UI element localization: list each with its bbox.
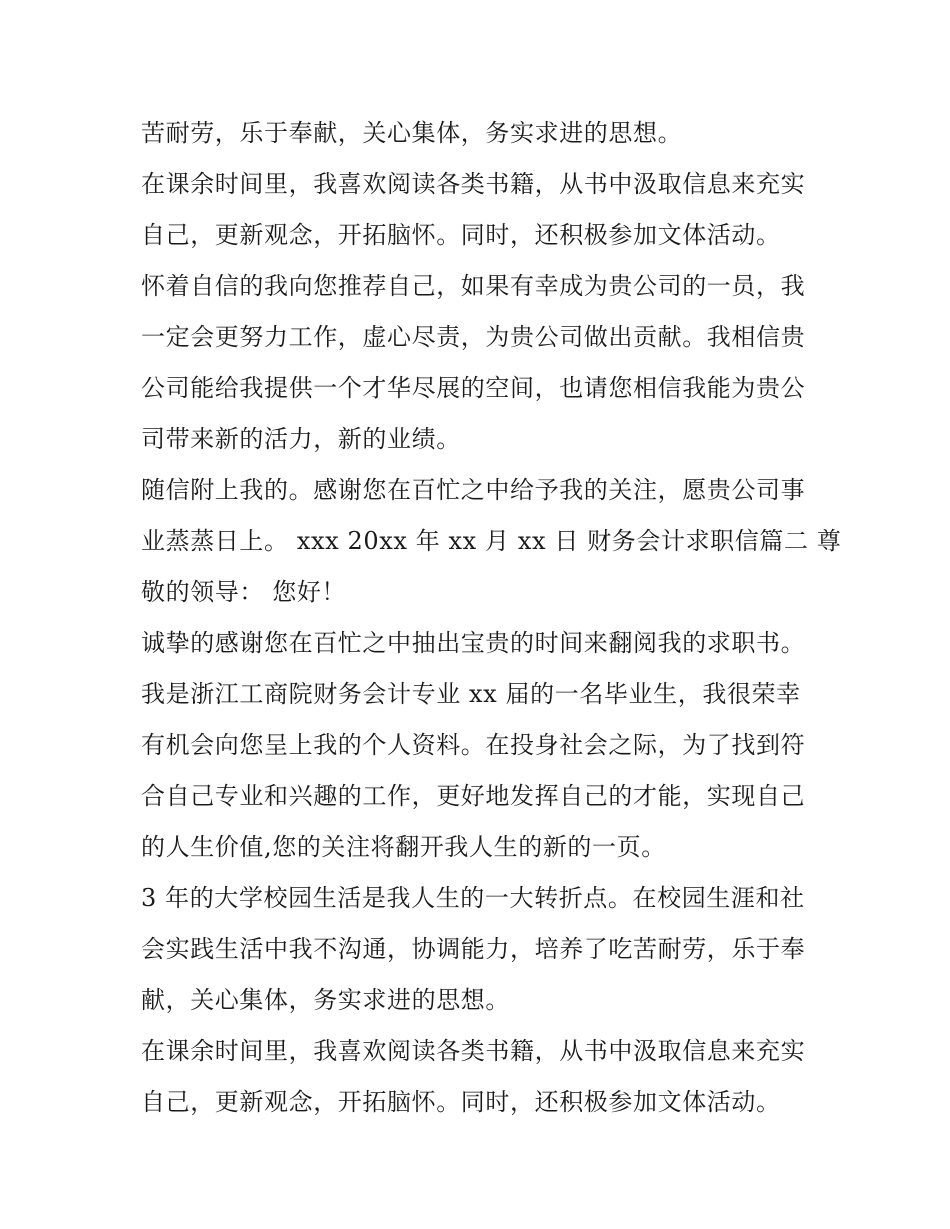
text-line: 在课余时间里，我喜欢阅读各类书籍，从书中汲取信息来充实 [141, 170, 806, 198]
text-line: 随信附上我的。感谢您在百忙之中给予我的关注，愿贵公司事 [141, 476, 806, 504]
text-line: 有机会向您呈上我的个人资料。在投身社会之际，为了找到符 [141, 731, 806, 759]
text-line: 一定会更努力工作，虚心尽责，为贵公司做出贡献。我相信贵 [141, 323, 806, 351]
text-line: 合自己专业和兴趣的工作，更好地发挥自己的才能，实现自己 [141, 782, 806, 810]
text-line: 的人生价值,您的关注将翻开我人生的新的一页。 [141, 833, 666, 861]
text-line: 苦耐劳，乐于奉献，关心集体，务实求进的思想。 [141, 119, 683, 147]
text-line: 3 年的大学校园生活是我人生的一大转折点。在校园生涯和社 [141, 884, 805, 912]
text-line: 会实践生活中我不沟通，协调能力，培养了吃苦耐劳，乐于奉 [141, 935, 806, 963]
text-line: 献，关心集体，务实求进的思想。 [141, 986, 510, 1014]
text-line: 怀着自信的我向您推荐自己，如果有幸成为贵公司的一员，我 [141, 272, 806, 300]
text-line: 业蒸蒸日上。 xxx 20xx 年 xx 月 xx 日 财务会计求职信篇二 尊 [141, 527, 842, 555]
text-line: 敬的领导： 您好！ [141, 578, 347, 606]
text-line: 自己，更新观念，开拓脑怀。同时，还积极参加文体活动。 [141, 221, 781, 249]
text-line: 司带来新的活力，新的业绩。 [141, 425, 461, 453]
text-line: 诚挚的感谢您在百忙之中抽出宝贵的时间来翻阅我的求职书。 [141, 629, 806, 657]
text-line: 在课余时间里，我喜欢阅读各类书籍，从书中汲取信息来充实 [141, 1037, 806, 1065]
text-line: 我是浙江工商院财务会计专业 xx 届的一名毕业生，我很荣幸 [141, 680, 801, 708]
document-text-body [141, 108, 842, 1128]
text-line: 自己，更新观念，开拓脑怀。同时，还积极参加文体活动。 [141, 1088, 781, 1116]
text-line: 公司能给我提供一个才华尽展的空间，也请您相信我能为贵公 [141, 374, 806, 402]
